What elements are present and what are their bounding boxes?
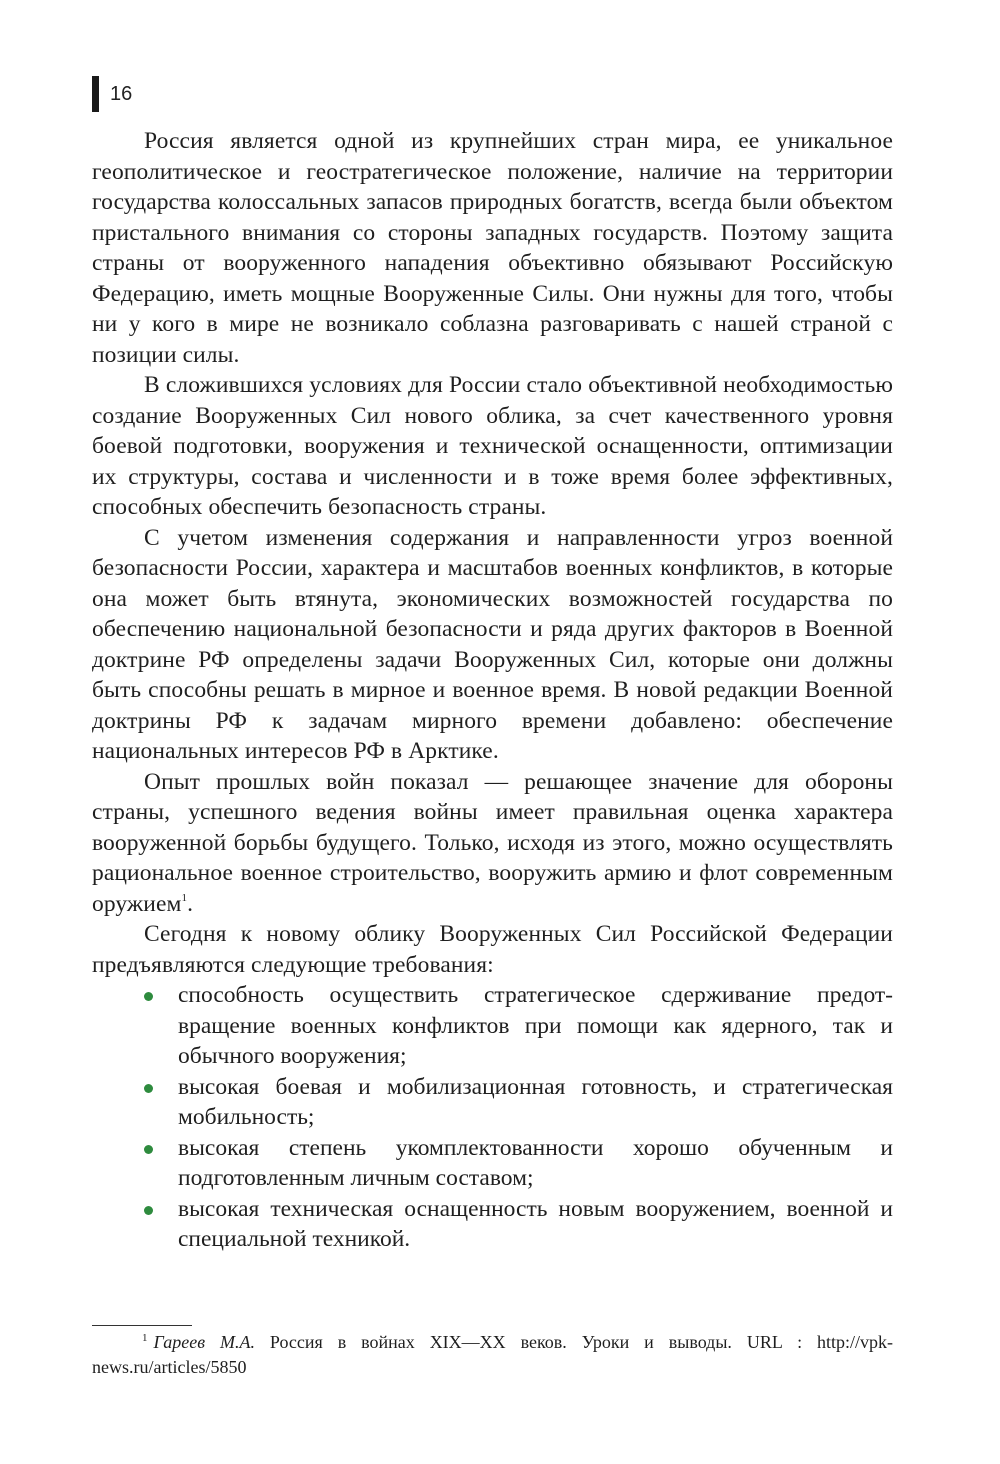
paragraph-4-end: . [187,890,194,917]
footnote [92,1330,893,1380]
bullet-icon [144,1084,153,1093]
paragraph-2: В сложившихся условиях для России стало объективной необходимостью создание Вооруженных Сил нового облика, за счет качественного уровня боевой подготовки, вооружения и технической оснащенности, оптимизации их структуры, состава и численности и в тоже время более эффективных, способных обеспечить безопасность страны. [92,372,893,520]
list-item [92,980,893,1072]
list-item [92,1194,893,1255]
bullet-icon [144,1145,153,1154]
body-text [92,126,893,1255]
footnote-author: Гареев М.А. [153,1332,255,1352]
paragraph-3: С учетом изменения содержания и направленности угроз военной безопасности России, характера и масштабов военных конфликтов, в которые она может быть втянута, экономических возможностей государства по обеспечению национальной безопасности и ряда других факторов в Военной доктрине РФ определены задачи Вооруженных Сил, которые они должны быть способны решать в мирное и военное время. В новой редакции Военной доктрины РФ к задачам мирного времени добавлено: обеспечение национальных интересов РФ в Арктике. [92,524,893,764]
page-number-bar [92,76,99,112]
requirements-list [92,980,893,1255]
paragraph-5: Сегодня к новому облику Вооруженных Сил Российской Федерации предъявляются следующие требования: [92,921,893,978]
list-item-text: высокая степень укомплектованности хорошо обученным и подготовленным личным составом; [178,1134,893,1191]
list-item-text: высокая техническая оснащенность новым вооружением, военной и специальной техникой. [178,1195,893,1252]
page-header [92,74,132,114]
list-item-text: высокая боевая и мобилизационная готовность, и стратегическая мобильность; [178,1073,893,1130]
bullet-icon [144,1206,153,1215]
footnote-mark: 1 [142,1332,148,1344]
footnote-divider [92,1325,192,1326]
footnote-reference[interactable]: 1 [181,891,188,904]
paragraph-4-text: Опыт прошлых войн показал — решающее значение для обороны страны, успешного ведения войны имеет правильная оценка характера вооруженной борьбы будущего. Только, исходя из этого, можно осуществлять рациональное военное строительство, вооружить армию и флот современным оружием [92,768,893,917]
list-item [92,1072,893,1133]
list-item-text: способность осуществить стратегическое сдерживание предотвращение военных конфликтов при помощи как ядерного, так и обычного вооружения; [178,982,893,1069]
paragraph-4 [92,767,893,920]
bullet-icon [144,992,153,1001]
footnote-text: Россия в войнах XIX—XX веков. Уроки и выводы. URL : http://vpk-news.ru/articles/5850 [92,1332,893,1377]
paragraph-1: Россия является одной из крупнейших стран мира, ее уникальное геополитическое и геостратегическое положение, наличие на территории государства колоссальных запасов природных богатств, всегда были объектом пристального внимания со стороны западных государств. Поэтому защита страны от вооруженного нападения объективно обязывают Российскую Федерацию, иметь мощные Вооруженные Силы. Они нужны для того, чтобы ни у кого в мире не возникало соблазна разговаривать с нашей страной с позиции силы. [92,128,893,368]
page-number: 16 [110,82,133,105]
list-item [92,1133,893,1194]
